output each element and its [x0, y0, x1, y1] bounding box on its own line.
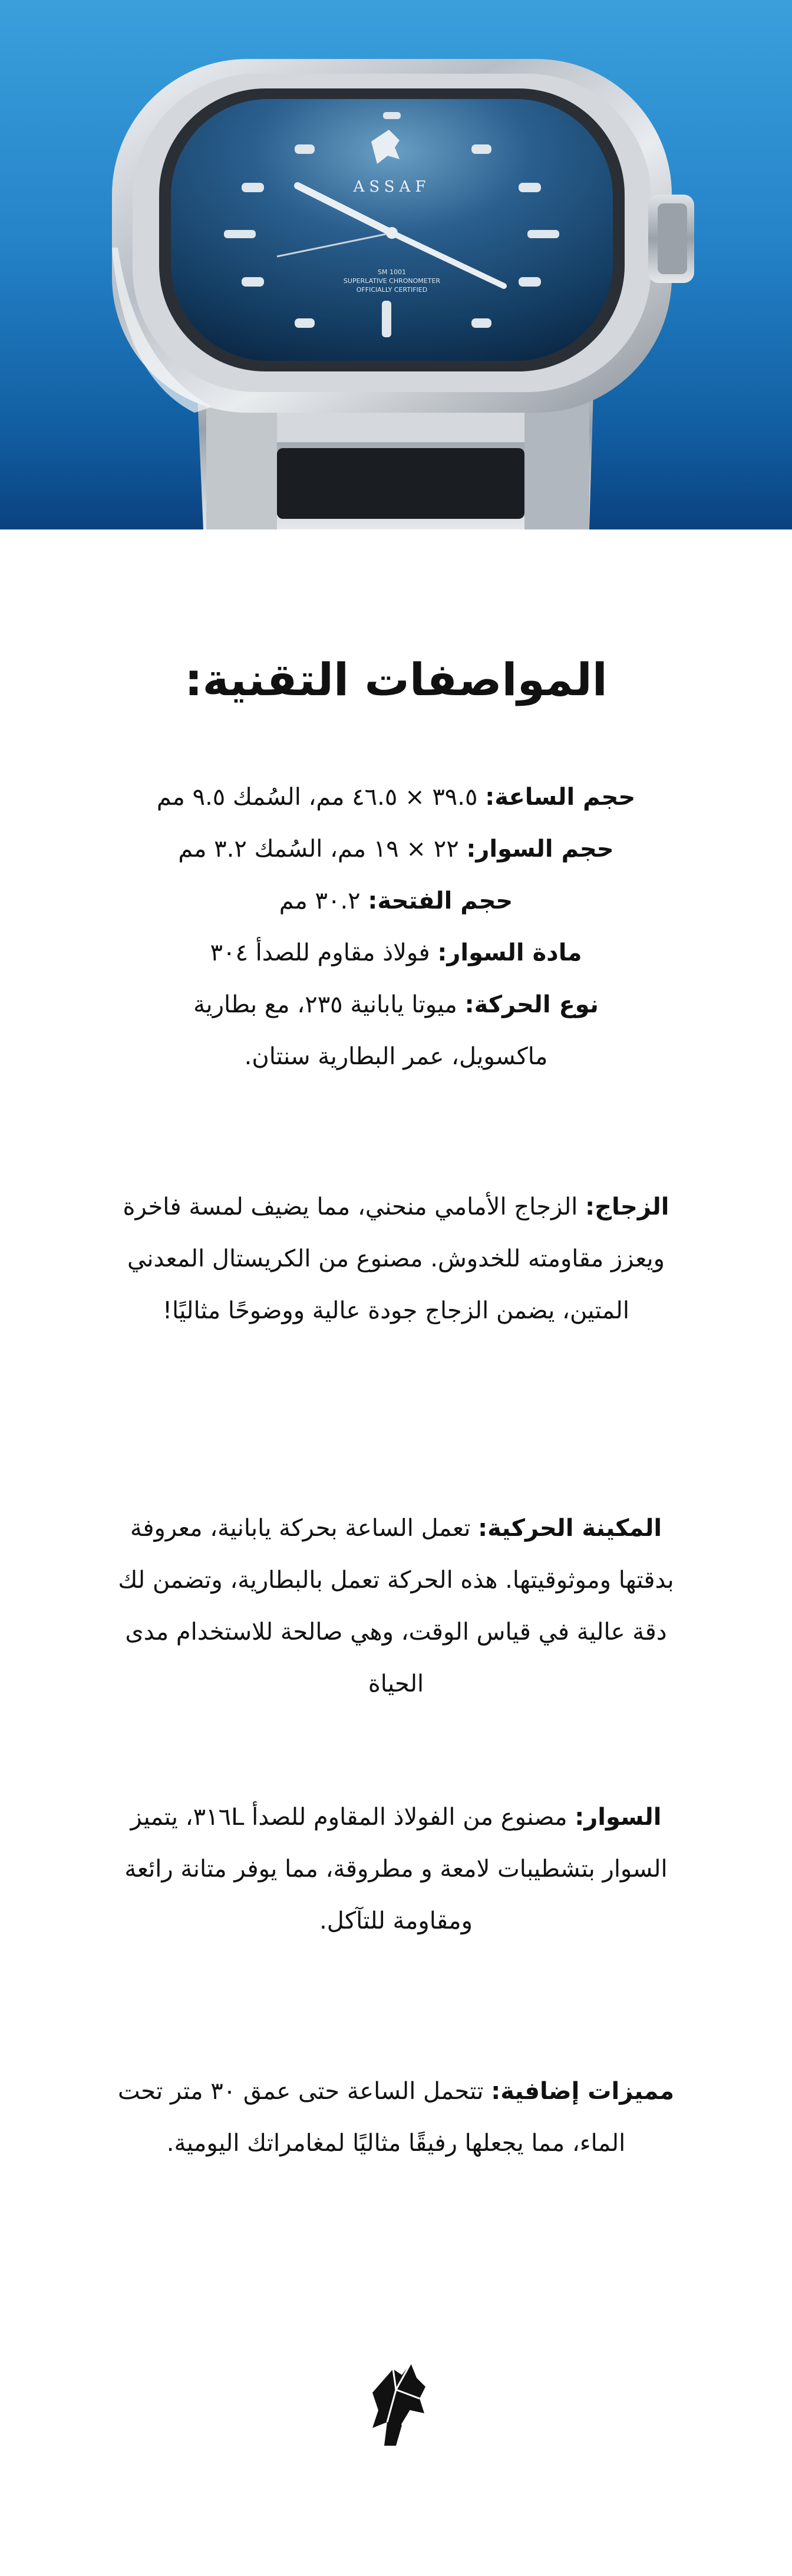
dial-text-3: OFFICIALLY CERTIFIED: [356, 286, 428, 294]
extras-label: مميزات إضافية:: [491, 2078, 674, 2105]
dial-text-1: SM 1001: [378, 268, 406, 276]
spec-watch-size: حجم الساعة: ٣٩.٥ × ٤٦.٥ مم، السُمك ٩.٥ مم: [156, 784, 636, 811]
spec-opening-size: حجم الفتحة: ٣٠.٢ مم: [279, 887, 513, 914]
horse-head-logo-icon: [361, 2357, 431, 2452]
spec-list: [94, 771, 698, 1083]
hero-image: [0, 0, 792, 529]
watch-photo: [0, 0, 792, 529]
spec-bracelet-size: حجم السوار: ٢٢ × ١٩ مم، السُمك ٣.٢ مم: [178, 835, 614, 863]
dial-brand: ASSAF: [353, 178, 431, 196]
bracelet-text: مصنوع من الفولاذ المقاوم للصدأ ٣١٦L، يتميز السوار بتشطيبات لامعة و مطروقة، مما يوفر متانة رائعة ومقاومة للتآكل.: [124, 1804, 668, 1935]
extras-text: تتحمل الساعة حتى عمق ٣٠ متر تحت الماء، مما يجعلها رفيقًا مثاليًا لمغامراتك اليومية.: [118, 2078, 626, 2157]
bracelet-label: السوار:: [575, 1804, 662, 1831]
spec-movement-type: نوع الحركة: ميوتا يابانية ٢٣٥، مع بطارية ماكسويل، عمر البطارية سنتان.: [193, 991, 599, 1070]
movement-section: [94, 1502, 698, 1710]
movement-text: تعمل الساعة بحركة يابانية، معروفة بدقتها وموثوقيتها. هذه الحركة تعمل بالبطارية، وتضمن لك دقة عالية في قياس الوقت، وهي صالحة للاستخدام مدى الحياة: [118, 1515, 674, 1697]
glass-label: الزجاج:: [585, 1193, 669, 1220]
bracelet-section: [94, 1791, 698, 1947]
page-title: المواصفات التقنية:: [184, 653, 608, 706]
dial-text-2: SUPERLATIVE CHRONOMETER: [343, 277, 441, 285]
glass-text: الزجاج الأمامي منحني، مما يضيف لمسة فاخرة ويعزز مقاومته للخدوش. مصنوع من الكريستال المعدني المتين، يضمن الزجاج جودة عالية ووضوحًا مثاليًا!: [123, 1193, 665, 1324]
extras-section: [94, 2065, 698, 2169]
spec-bracelet-material: مادة السوار: فولاذ مقاوم للصدأ ٣٠٤: [210, 939, 582, 966]
movement-label: المكينة الحركية:: [478, 1515, 662, 1542]
glass-section: [94, 1181, 698, 1337]
